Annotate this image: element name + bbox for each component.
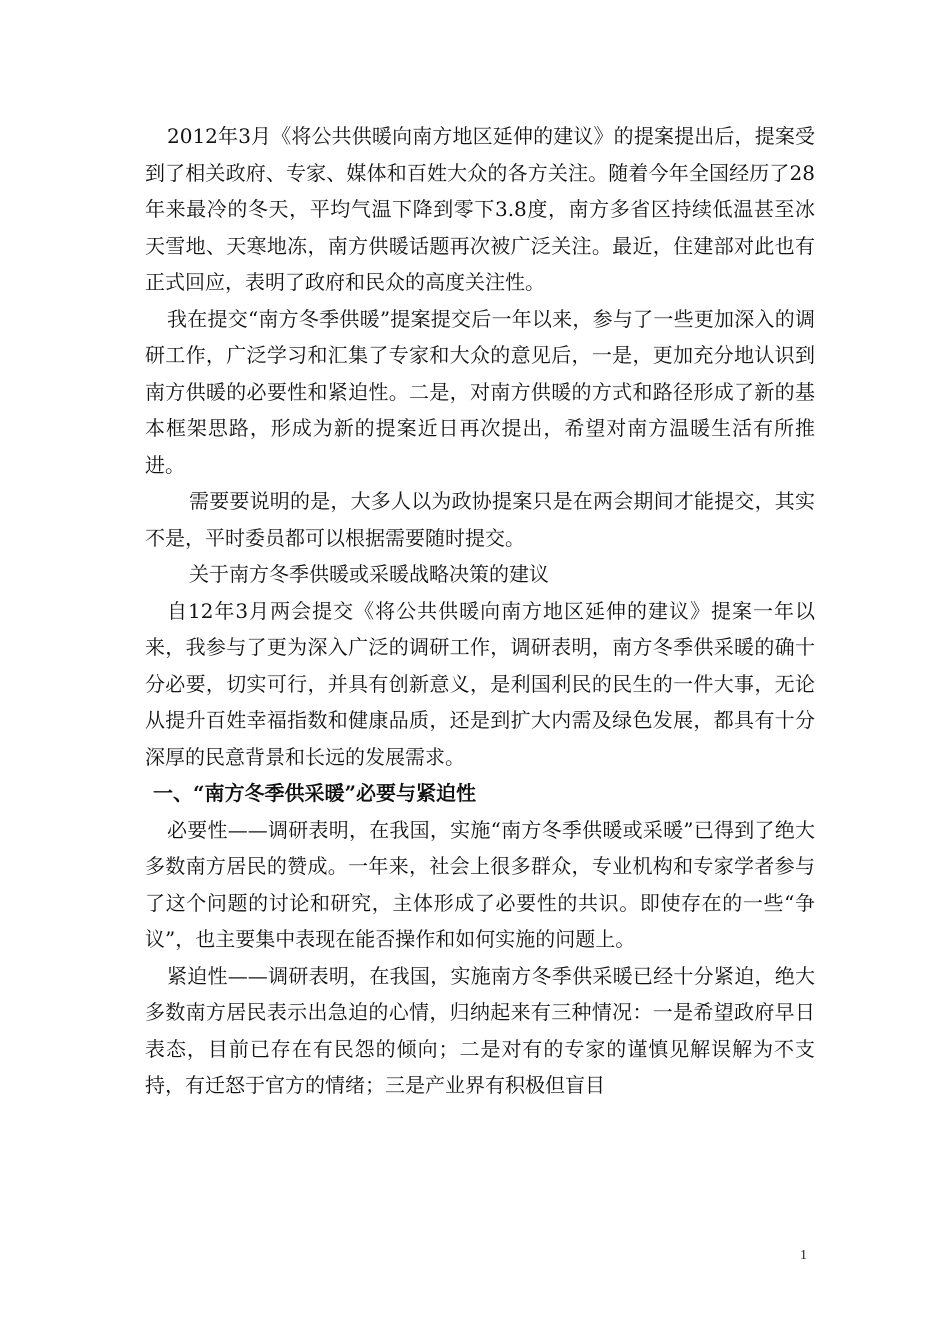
paragraph-intro: 2012年3月《将公共供暖向南方地区延伸的建议》的提案提出后，提案受到了相关政府、专家、媒体和百姓大众的各方关注。随着今年全国经历了28年来最冷的冬天，平均气温下降到零下3.8度，南方多省区持续低温甚至冰天雪地、天寒地冻，南方供暖话题再次被广泛关注。最近，住建部对此也有正式回应，表明了政府和民众的高度关注性。 [145, 124, 815, 294]
paragraph-followup: 我在提交“南方冬季供暖”提案提交后一年以来，参与了一些更加深入的调研工作，广泛学习和汇集了专家和大众的意见后，一是，更加充分地认识到南方供暖的必要性和紧迫性。二是，对南方供暖的方式和路径形成了新的基本框架思路，形成为新的提案近日再次提出，希望对南方温暖生活有所推进。 [145, 306, 815, 477]
document-body [145, 118, 815, 1104]
page-number: 1 [800, 1248, 807, 1263]
paragraph-proposal-body: 自12年3月两会提交《将公共供暖向南方地区延伸的建议》提案一年以来，我参与了更为深入广泛的调研工作，调研表明，南方冬季供采暖的确十分必要，切实可行，并具有创新意义，是利国利民的民生的一件大事，无论从提升百姓幸福指数和健康品质，还是到扩大内需及绿色发展，都具有十分深厚的民意背景和长远的发展需求。 [145, 598, 815, 769]
paragraph-note: 需要要说明的是，大多人以为政协提案只是在两会期间才能提交，其实不是，平时委员都可以根据需要随时提交。 [145, 489, 815, 550]
section-heading: 一、“南方冬季供采暖”必要与紧迫性 [153, 781, 477, 805]
proposal-title: 关于南方冬季供暖或采暖战略决策的建议 [189, 562, 549, 586]
paragraph-necessity: 必要性——调研表明，在我国，实施“南方冬季供暖或采暖”已得到了绝大多数南方居民的赞成。一年来，社会上很多群众，专业机构和专家学者参与了这个问题的讨论和研究，主体形成了必要性的共识。即使存在的一些“争议”，也主要集中表现在能否操作和如何实施的问题上。 [145, 817, 815, 951]
paragraph-urgency: 紧迫性——调研表明，在我国，实施南方冬季供采暖已经十分紧迫，绝大多数南方居民表示出急迫的心情，归纳起来有三种情况：一是希望政府早日表态，目前已存在有民怨的倾向；二是对有的专家的谨慎见解误解为不支持，有迁怒于官方的情绪；三是产业界有积极但盲目 [145, 963, 815, 1097]
